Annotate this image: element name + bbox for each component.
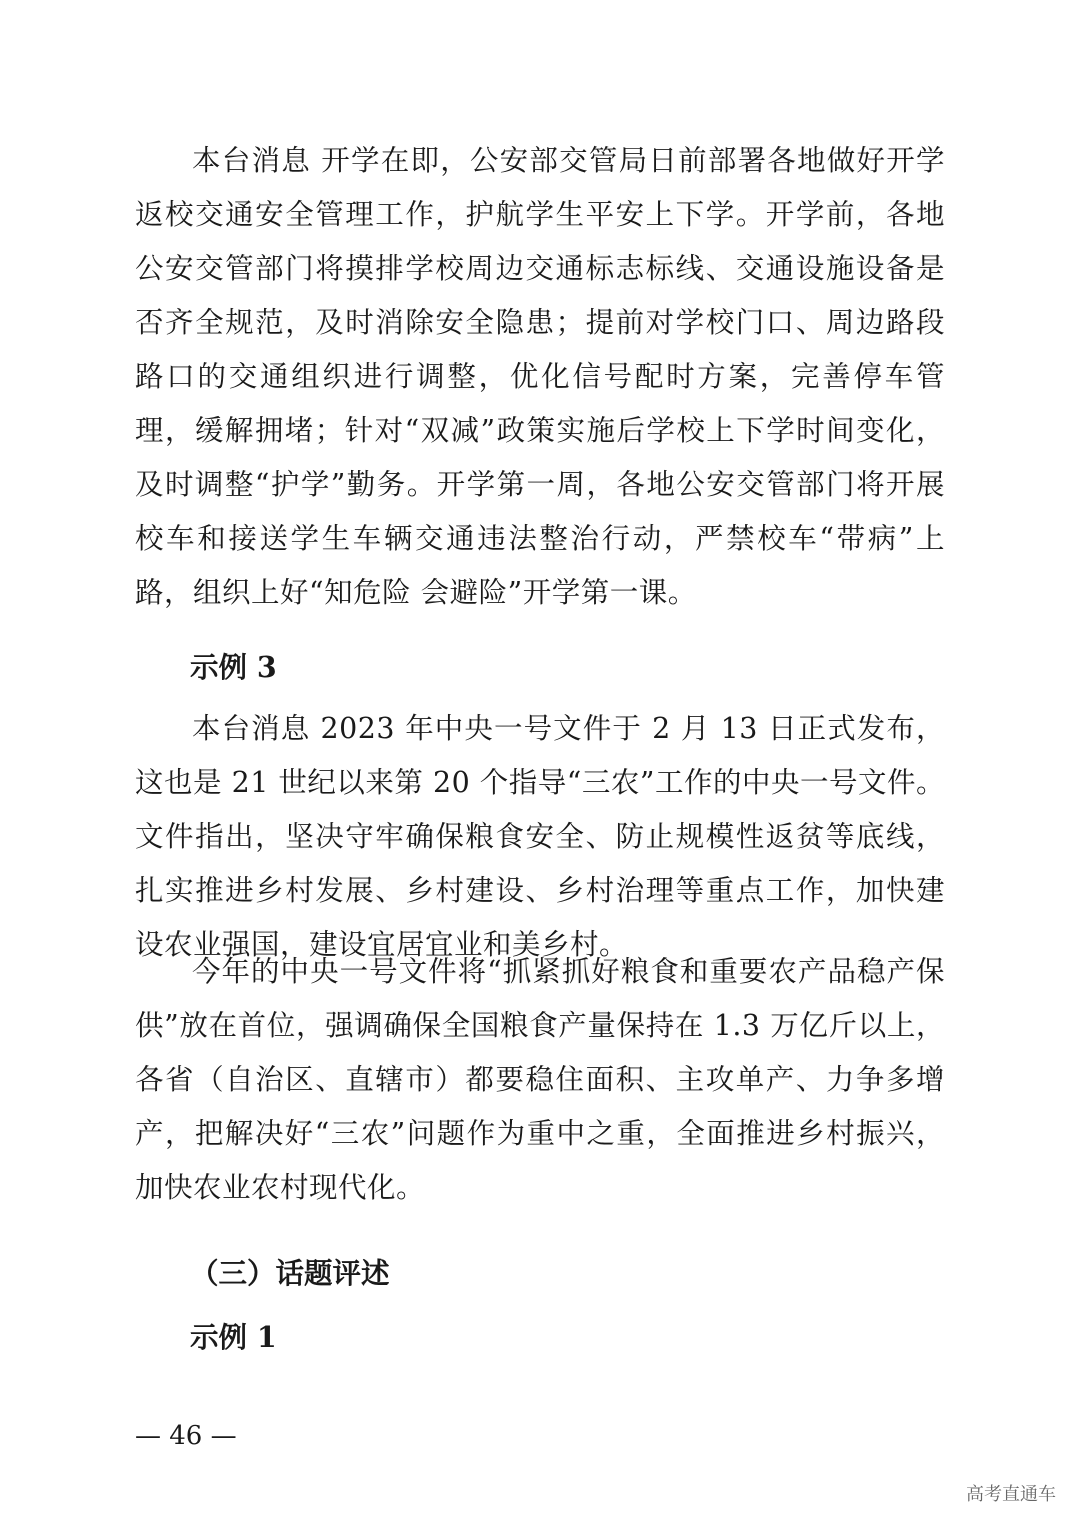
news-paragraph-grain-production: 今年的中央一号文件将“抓紧抓好粮食和重要农产品稳产保供”放在首位，强调确保全国粮食产量保持在 1.3 万亿斤以上，各省（自治区、直辖市）都要稳住面积、主攻单产、力争多增产，把解决好“三农”问题作为重中之重，全面推进乡村振兴，加快农业农村现代化。 [135,955,945,1204]
news-paragraph-school-traffic: 本台消息 开学在即，公安部交管局日前部署各地做好开学返校交通安全管理工作，护航学生平安上下学。开学前，各地公安交管部门将摸排学校周边交通标志标线、交通设施设备是否齐全规范，及时消除安全隐患；提前对学校门口、周边路段路口的交通组织进行调整，优化信号配时方案，完善停车管理，缓解拥堵；针对“双减”政策实施后学校上下学时间变化，及时调整“护学”勤务。开学第一周，各地公安交管部门将开展校车和接送学生车辆交通违法整治行动，严禁校车“带病”上路，组织上好“知危险 会避险”开学第一课。 [135,144,945,609]
watermark-text: 高考直通车 [966,1484,1056,1505]
news-paragraph-central-document: 本台消息 2023 年中央一号文件于 2 月 13 日正式发布，这也是 21 世纪以来第 20 个指导“三农”工作的中央一号文件。文件指出，坚决守牢确保粮食安全、防止规模性返贫等底线，扎实推进乡村发展、乡村建设、乡村治理等重点工作，加快建设农业强国，建设宜居宜业和美乡村。 [135,712,945,961]
page-number: — 46 — [135,1421,237,1451]
section-topic-commentary-heading: （三）话题评述 [190,1257,390,1290]
example-3-heading: 示例 3 [190,650,277,684]
example-1-heading: 示例 1 [190,1320,277,1354]
